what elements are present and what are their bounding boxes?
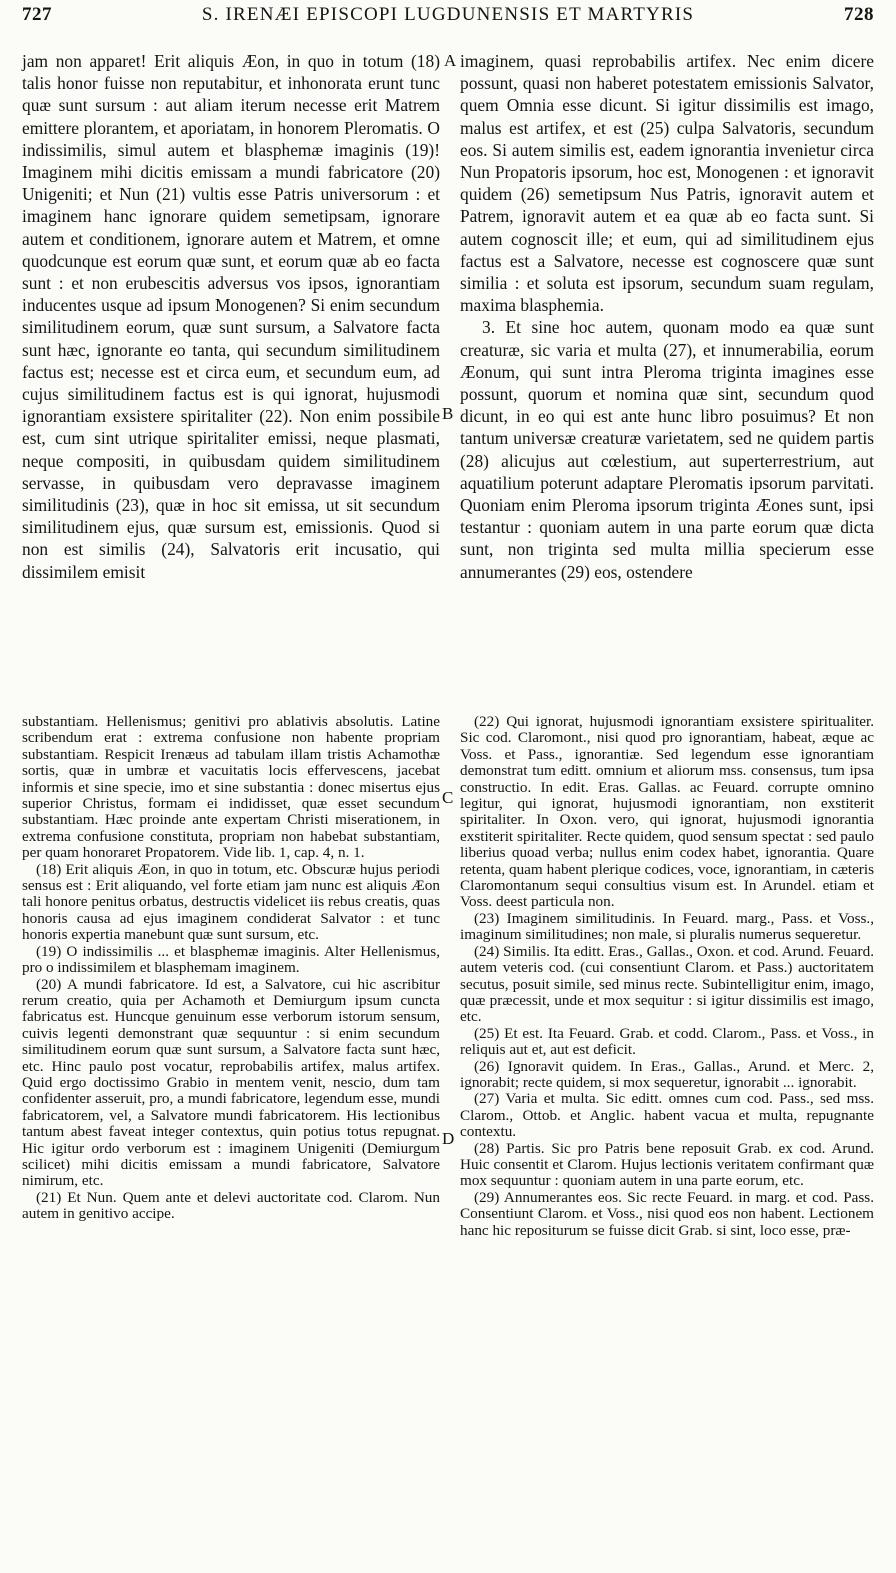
footnote: (22) Qui ignorat, hujusmodi ignorantiam exsistere spiritualiter. Sic cod. Claromont., nisi quod pro ignorantiam, habeat, æque ac Voss. et Pass., ignorantiæ. Sed legendum esse ignorantiam demonstrat tum editt. omnium et aliorum mss. consensus, tum ipsa constructio. In edit. Eras. Gallas. ac Feuard. corrupte omnino legitur, qui ignorat, hujusmodi ignorantiam, non exstiterit spiritaliter. In Oxon. vero, qui ignorat, hujusmodi ignorantia exstiterit spiritaliter. Recte quidem, quod sensum spectat : sed paulo liberius quoad verba; nullus enim codex habet, ignorantia. Quare retenta, quam habent plerique codices, voce, ignorantiam, in cæteris Claromontanum sequi consultius visum est. In Arundel. etiam et Voss. deest particula non. (460, 713, 874, 911)
footnote: (23) Imaginem similitudinis. In Feuard. marg., Pass. et Voss., imaginum similitudines; non male, si pluralis numerus sequeretur. (460, 909, 874, 944)
footnote: substantiam. Hellenismus; genitivi pro ablativis absolutis. Latine scribendum erat : extrema confusione non habente propriam substantiam. Respicit Irenæus ad tabulam illam tristis Achamothæ sortis, quæ in umbræ et vacuitatis locis effervescens, jacebat informis et sine specie, imo et sine substantia : donec misertus ejus superior Christus, formam ei indidisset, quæ esset secundum substantiam. Hæc proinde ante expertam Christi miserationem, in extrema confusione constituta, propriam non habebat substantiam, per quam honoraret Propatorem. Vide lib. 1, cap. 4, n. 1. (22, 713, 440, 862)
page-number-right: 728 (844, 4, 874, 25)
main-text-left-column (22, 50, 440, 583)
footnote: (24) Similis. Ita editt. Eras., Gallas., Oxon. et cod. Arund. Feuard. autem veteris cod. (cui consentiunt Clarom. et Pass.) auctoritatem secutus, posuit simile, sed minus recte. Subintelligitur enim, imago, quæ præcessit, unde et mox sequitur : si igitur dissimilis est imago, etc. (460, 942, 874, 1026)
running-title: S. IRENÆI EPISCOPI LUGDUNENSIS ET MARTYRIS (201, 4, 695, 25)
footnote: (27) Varia et multa. Sic editt. omnes cum cod. Pass., sed mss. Clarom., Ottob. et Anglic. habent vacua et multa, repugnante contextu. (460, 1090, 874, 1141)
footnote: (20) A mundi fabricatore. Id est, a Salvatore, cui hic ascribitur rerum creatio, quia per Achamoth et Demiurgum ipsum cuncta fabricatus est. Huncque genuinum esse verborum istorum sensum, cuivis legenti demonstrant quæ sequuntur : si enim secundum similitudinem eorum quæ sunt sursum, a Salvatore facta sunt hæc, etc. Hinc paulo post vocatur, reprobabilis artifex, malus artifex. Quid ergo doctissimo Grabio in mentem venit, nescio, dum tam confidenter asseruit, pro, a mundi fabricatore, legendum esse, mundi fabricatorem, vel, a Salvatore mundi fabricatorem. His lectionibus tantum abest faveat integer contextus, quin potius totus repugnat. Hic igitur ordo verborum est : imaginem Unigeniti (Demiurgum scilicet) mihi dicitis emissam a mundi fabricatore, Salvatore nimirum, etc. (22, 975, 440, 1190)
main-text-right-column (460, 50, 874, 583)
text-paragraph: jam non apparet! Erit aliquis Æon, in quo in totum (18) talis honor fuisse non reputabitur, et inhonorata erunt tunc quæ sunt sursum : aut aliam iterum necesse erit Matrem emittere plorantem, et aporiatam, in honorem Pleromatis. O indissimilis, simul autem et blasphemæ imaginis (19)! Imaginem mihi dicitis emissam a mundi fabricatore (20) Unigeniti; et Nun (21) vultis esse Patris universorum : et imaginem hanc ignorare quidem semetipsam, ignorare autem et conditionem, ignorare autem et Matrem, et omne quodcunque est eorum quæ sunt, et eorum quæ ab eo facta sunt : et non erubescitis adversus vos ipsos, ignorantiam inducentes usque ad ipsum Monogenen? Si enim secundum similitudinem eorum, quæ sunt sursum, a Salvatore facta sunt hæc, ignorante eo tanta, qui secundum similitudinem factus est; necesse est et circa eum, et secundum eum, ad cujus similitudinem factus est is qui ignorat, hujusmodi ignorantiam exsistere spiritaliter (22). Non enim possibile est, cum sint utrique spiritaliter emissi, neque plasmati, neque compositi, in quibusdam quidem similitudinem servasse, in quibusdam vero depravasse imaginem similitudinis (23), quæ in hoc sit emissa, ut sit secundum similitudinem ejus, quæ sursum est, emissionis. Quod si non est similis (24), Salvatoris erit incusatio, qui dissimilem emisit (22, 51, 440, 582)
margin-letter-c: C (442, 788, 454, 807)
footnote: (28) Partis. Sic pro Patris bene reposuit Grab. ex cod. Arund. Huic consentit et Clarom. Hujus lectionis veritatem confirmant quæ mox sequuntur : quoniam autem in una parte eorum, etc. (460, 1139, 874, 1190)
footnote: (29) Annumerantes eos. Sic recte Feuard. in marg. et cod. Pass. Consentiunt Clarom. et Voss., nisi quod eos non habent. Lectionem hanc hic repositurum se fuisse dicit Grab. si sint, loco esse, præ- (460, 1188, 874, 1239)
footnote: (25) Et est. Ita Feuard. Grab. et codd. Clarom., Pass. et Voss., in reliquis aut et, aut est deficit. (460, 1024, 874, 1059)
margin-letter-b: B (442, 404, 454, 423)
margin-letter-d: D (442, 1129, 455, 1148)
text-paragraph: imaginem, quasi reprobabilis artifex. Nec enim dicere possunt, quasi non haberet potestatem emissionis Salvator, quem Omnia esse dicunt. Si igitur dissimilis est imago, malus est artifex, et est (25) culpa Salvatoris, secundum eos. Si autem similis est, eadem ignorantia invenietur circa Nun Propatoris ipsorum, hoc est, Monogenen : et ignoravit quidem (26) semetipsum Nus Patris, ignoravit autem et Patrem, ignoravit autem et ea quæ ab eo facta sunt. Si autem cognoscit ille; et eum, qui ad similitudinem ejus factus est a Salvatore, necesse est cognoscere quæ sunt similia : et soluta est ipsorum, secundum suam regulam, maxima blasphemia. (460, 51, 874, 316)
footnote: (26) Ignoravit quidem. In Eras., Gallas., Arund. et Merc. 2, ignorabit; recte quidem, si mox sequeretur, ignorabit ... ignorabit. (460, 1057, 874, 1091)
text-paragraph: 3. Et sine hoc autem, quonam modo ea quæ sunt creaturæ, sic varia et multa (27), et innumerabilia, eorum Æonum, qui sunt intra Pleroma triginta imagines esse possunt, quorum et nomina quæ sint, secundum quod dicunt, in eo qui est ante hunc libro posuimus? Et non tantum universæ creaturæ varietatem, sed ne quidem partis (28) alicujus aut cœlestium, aut superterrestrium, aut aquatilium poterunt adaptare Pleromatis ipsorum parvitati. Quoniam enim Pleroma ipsorum triginta Æones sunt, ipsi testantur : quoniam autem in una parte eorum quæ dicta sunt, non triginta sed multa millia specierum esse annumerantes (29) eos, ostendere (460, 317, 874, 582)
footnote: (21) Et Nun. Quem ante et delevi auctoritate cod. Clarom. Nun autem in genitivo accipe. (22, 1188, 440, 1223)
running-header (22, 4, 874, 34)
footnotes-right-column (460, 714, 874, 1239)
footnote: (18) Erit aliquis Æon, in quo in totum, etc. Obscuræ hujus periodi sensus est : Erit aliquando, vel forte etiam jam nunc est aliquis Æon tali honore penitus orbatus, destructis videlicet iis rebus creatis, quas honoris causa ad ejus imaginem condiderat Salvator : et tunc honoris expertia manebunt quæ sunt sursum, etc. (22, 860, 440, 944)
footnotes-left-column (22, 714, 440, 1223)
margin-letter-a: A (444, 51, 457, 70)
page-number-left: 727 (22, 4, 52, 25)
footnote: (19) O indissimilis ... et blasphemæ imaginis. Alter Hellenismus, pro o indissimilem et blasphemam imaginem. (22, 942, 440, 977)
